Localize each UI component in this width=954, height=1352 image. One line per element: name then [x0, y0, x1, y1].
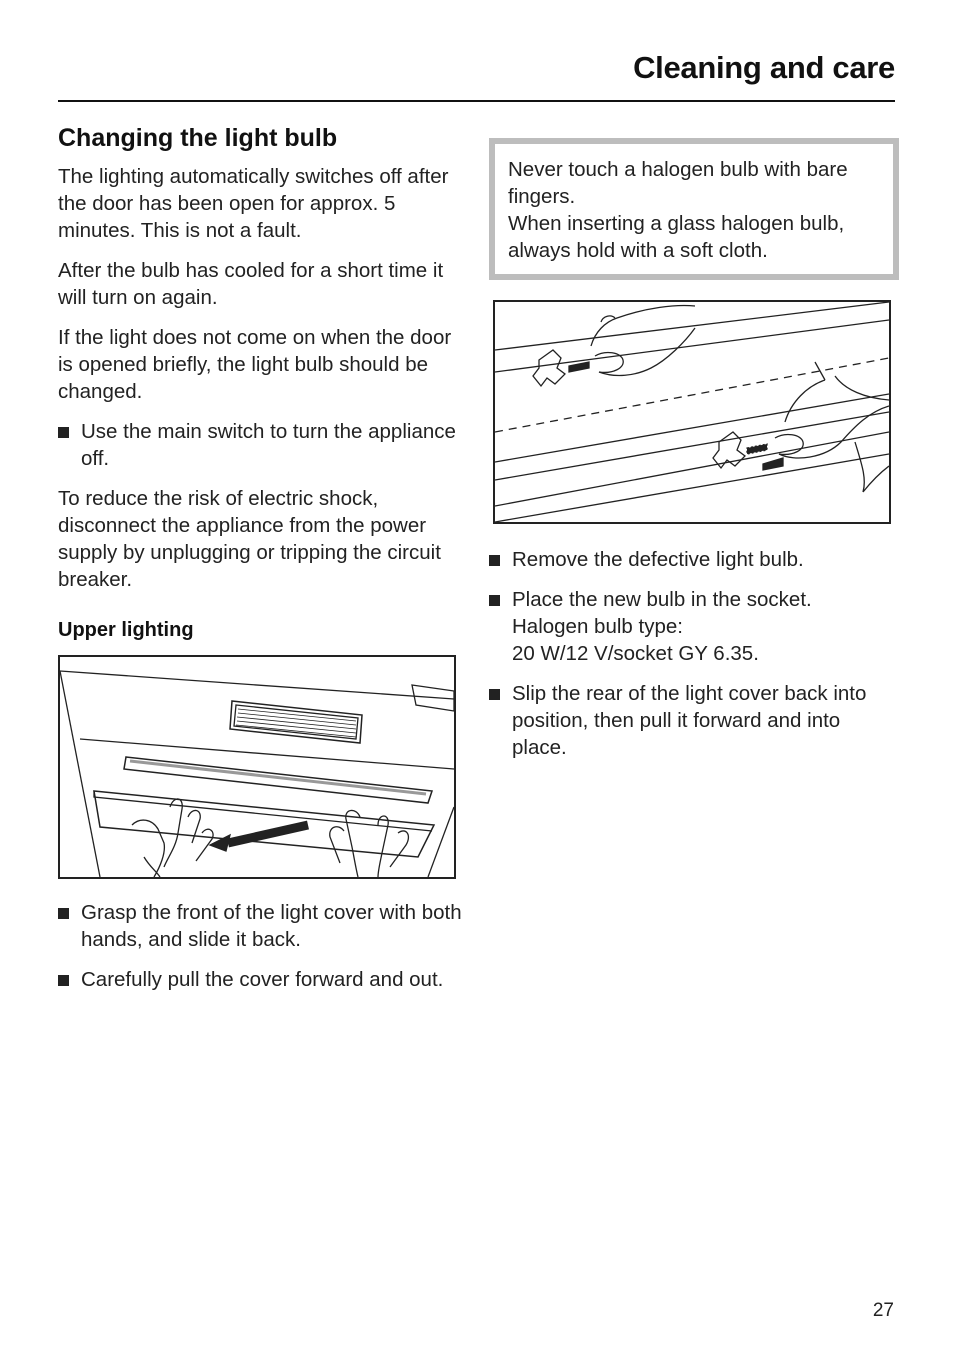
bulb-replacement-steps — [489, 546, 899, 761]
bullet-place-new-bulb — [489, 586, 899, 667]
intro-paragraph-2: After the bulb has cooled for a short time it will turn on again. — [58, 259, 444, 309]
shock-warning-paragraph: To reduce the risk of electric shock, disconnect the appliance from the power supply by unplugging or tripping the circuit breaker. — [58, 487, 441, 591]
light-cover-removal-drawing — [60, 657, 454, 877]
bulb-type-label: Halogen bulb type: — [512, 615, 683, 638]
upper-lighting-heading: Upper lighting — [58, 619, 194, 641]
intro-paragraph-1: The lighting automatically switches off after the door has been open for approx. 5 minutes. This is not a fault. — [58, 165, 449, 242]
bullet-grasp-cover: Grasp the front of the light cover with both hands, and slide it back. — [58, 899, 466, 953]
upper-lighting-steps — [58, 899, 466, 993]
left-column — [58, 124, 466, 1006]
halogen-warning-box — [489, 138, 899, 280]
switch-off-list — [58, 418, 466, 472]
section-title: Changing the light bulb — [58, 124, 338, 152]
upper-lighting-illustration — [58, 655, 456, 879]
bullet-remove-bulb: Remove the defective light bulb. — [489, 546, 899, 573]
header-divider — [58, 100, 895, 102]
place-bulb-line: Place the new bulb in the socket. — [512, 588, 812, 611]
warning-line-1: Never touch a halogen bulb with bare fingers. — [508, 158, 848, 208]
bulb-replacement-illustration — [493, 300, 891, 524]
page-header-title: Cleaning and care — [633, 50, 895, 85]
bullet-slip-cover-back: Slip the rear of the light cover back into position, then pull it forward and into place. — [489, 680, 899, 761]
bulb-handling-drawing — [495, 302, 889, 522]
bullet-switch-off: Use the main switch to turn the appliance off. — [58, 418, 466, 472]
page-number: 27 — [872, 1300, 894, 1321]
right-column — [489, 138, 899, 774]
intro-paragraph-3: If the light does not come on when the door is opened briefly, the light bulb should be changed. — [58, 326, 452, 403]
bullet-pull-cover: Carefully pull the cover forward and out. — [58, 966, 466, 993]
bulb-type-spec: 20 W/12 V/socket GY 6.35. — [512, 642, 759, 665]
warning-line-2: When inserting a glass halogen bulb, always hold with a soft cloth. — [508, 212, 845, 262]
